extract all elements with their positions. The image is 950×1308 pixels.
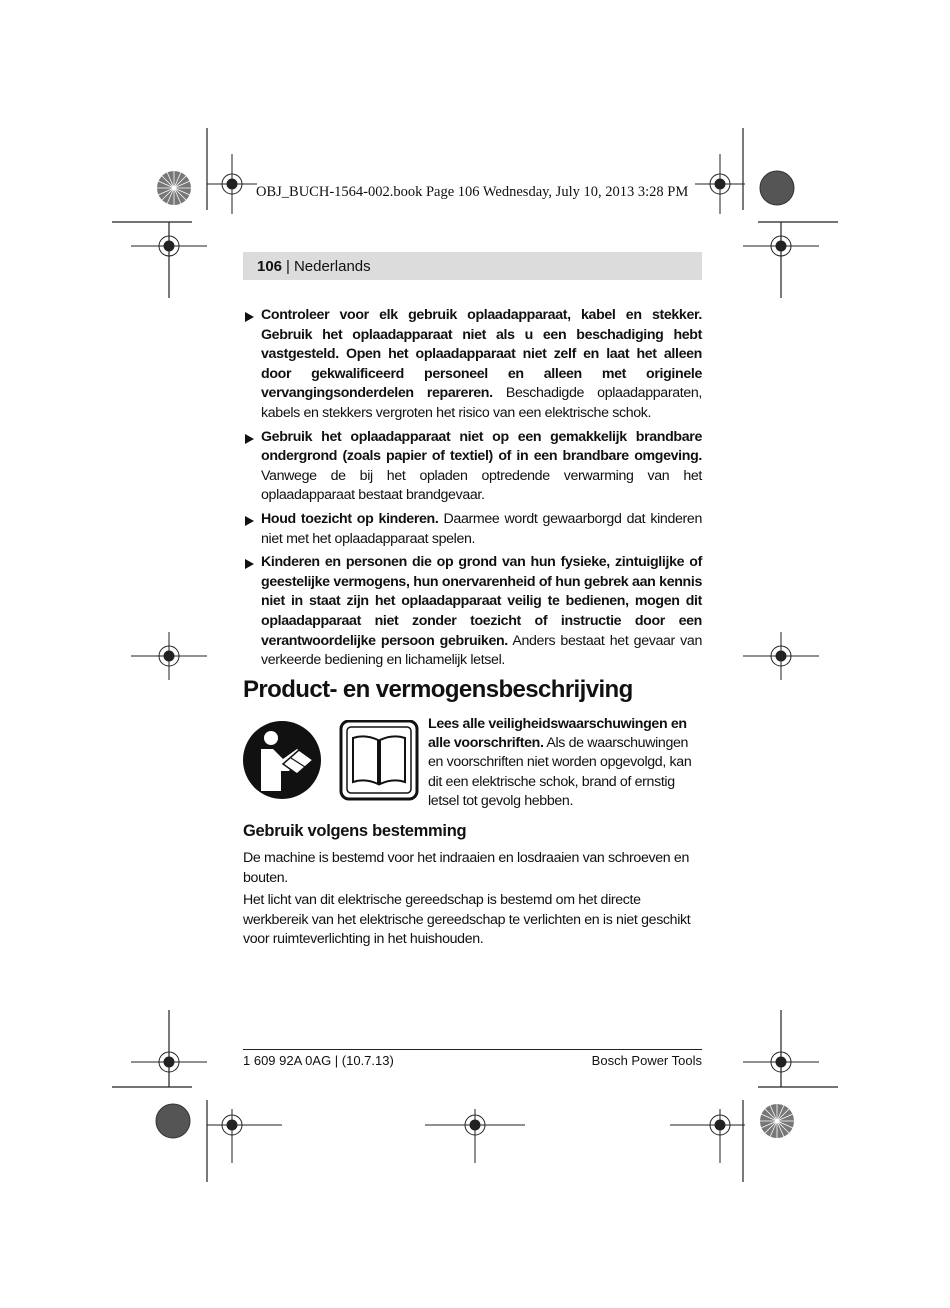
bullet-bold-text: Kinderen en personen die op grond van hun fysieke, zintuiglijke of geestelijke vermogens, hun onervarenheid of hun gebrek aan kennis niet in staat zijn het oplaadapparaat veilig te bedienen, mogen dit oplaadapparaat niet zonder toezicht of instructie door een verantwoordelijke persoon gebruiken. [261, 554, 702, 649]
bullet-arrow-icon [245, 516, 254, 526]
warning-normal-text: Als de waarschuwingen en voorschriften niet worden opgevolgd, kan dit een elektrische schok, brand of ernstig letsel tot gevolg hebben. [428, 735, 692, 809]
gray-disk-icon [156, 1104, 190, 1138]
footer-brand: Bosch Power Tools [591, 1053, 702, 1068]
list-item [243, 510, 702, 549]
page-number: 106 [257, 257, 283, 275]
paragraph: Het licht van dit elektrische gereedschap is bestemd om het directe werkbereik van het elektrische gereedschap te verlichten en is niet geschikt voor ruimteverlichting in het huishouden. [243, 892, 691, 948]
star-target-icon [760, 1104, 794, 1138]
footer-doc-code: 1 609 92A 0AG | (10.7.13) [243, 1053, 394, 1068]
bullet-text: Anders bestaat het gevaar van verkeerde bediening en lichamelijk letsel. [261, 632, 702, 669]
list-item [243, 553, 702, 671]
read-manual-person-icon [243, 721, 321, 799]
bullet-text: Daarmee wordt gewaarborgd dat kinderen niet met het oplaadapparaat spelen. [261, 510, 702, 547]
warning-icons [243, 720, 423, 802]
bullet-bold-text: Houd toezicht op kinderen. [261, 510, 439, 527]
list-item [243, 428, 702, 506]
gray-disk-icon [760, 171, 794, 205]
safety-list [243, 306, 702, 675]
bullet-bold-text: Gebruik het oplaadapparaat niet op een gemakkelijk brandbare ondergrond (zoals papier of textiel) of in een brandbare omgeving. [261, 428, 702, 465]
star-target-icon [157, 171, 191, 205]
paragraph: De machine is bestemd voor het indraaien en losdraaien van schroeven en bouten. [243, 850, 689, 886]
warning-bold-text: Lees alle veiligheidswaarschuwingen en alle voorschriften. [428, 716, 687, 752]
manual-book-icon [341, 721, 417, 799]
bullet-text: Beschadigde oplaadapparaten, kabels en stekkers vergroten het risico van een elektrische schok. [261, 385, 702, 421]
page-header [243, 252, 702, 280]
bullet-arrow-icon [245, 434, 254, 444]
bullet-arrow-icon [245, 312, 254, 322]
header-separator: | [286, 257, 290, 275]
list-item [243, 306, 702, 424]
bullet-bold-text: Controleer voor elk gebruik oplaadapparaat, kabel en stekker. Gebruik het oplaadapparaat niet als u een beschadiging hebt vastgesteld. Open het oplaadapparaat niet zelf en laat het alleen door gekwalificeerd personeel en alleen met originele vervangingsonderdelen repareren. [261, 307, 702, 402]
header-language: Nederlands [293, 257, 371, 275]
file-slug-line: OBJ_BUCH-1564-002.book Page 106 Wednesday, July 10, 2013 3:28 PM [256, 184, 689, 200]
section-title: Product- en vermogensbeschrijving [243, 676, 633, 703]
bullet-arrow-icon [245, 559, 254, 569]
warning-text [428, 715, 702, 811]
bullet-text: Vanwege de bij het opladen optredende verwarming van het oplaadapparaat bestaat brandgevaar. [261, 467, 702, 504]
subsection-title: Gebruik volgens bestemming [243, 822, 467, 840]
footer-rule [243, 1049, 702, 1050]
